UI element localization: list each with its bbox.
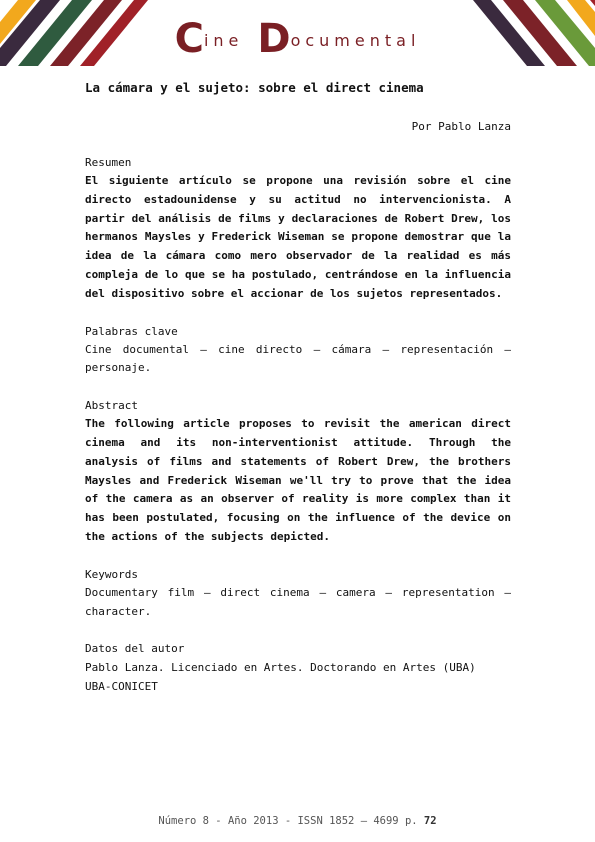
title-word-ocumental: ocumental xyxy=(290,31,421,50)
article-content xyxy=(85,79,511,696)
author-institution: UBA-CONICET xyxy=(85,680,158,694)
journal-title xyxy=(0,16,595,62)
palabras-clave-text: Cine documental – cine directo – cámara – representación – personaje. xyxy=(85,342,511,375)
article-author: Por Pablo Lanza xyxy=(411,120,511,133)
footer-issue-info: Número 8 - Año 2013 - ISSN 1852 – 4699 p. xyxy=(158,815,418,827)
keywords-text: Documentary film – direct cinema – camera – representation – character. xyxy=(85,585,511,618)
abstract-label: Abstract xyxy=(85,399,138,413)
title-initial-d: D xyxy=(257,16,291,62)
title-word-ine: ine xyxy=(203,31,244,50)
resumen-label: Resumen xyxy=(85,156,132,169)
datos-autor-label: Datos del autor xyxy=(85,642,185,656)
page-footer xyxy=(0,815,595,827)
page-number: 72 xyxy=(423,815,437,827)
keywords-label: Keywords xyxy=(85,567,138,581)
journal-header xyxy=(0,0,595,70)
resumen-text: El siguiente artículo se propone una revisión sobre el cine directo estadounidense y su actitud no intervencionista. A partir del análisis de films y declaraciones de Robert Drew, los hermanos Maysles y Frederick Wiseman se propone demostrar que la idea de la cámara como mero observador de la realidad es más compleja de lo que se ha postulado, centrándose en la influencia del dispositivo sobre el accionar de los sujetos representados. xyxy=(85,174,511,300)
author-affiliation: Pablo Lanza. Licenciado en Artes. Doctorando en Artes (UBA) xyxy=(85,661,476,675)
article-title: La cámara y el sujeto: sobre el direct cinema xyxy=(85,80,424,95)
title-initial-c: C xyxy=(174,16,204,62)
abstract-text: The following article proposes to revisit the american direct cinema and its non-interventionist attitude. Through the analysis of films and statements of Robert Drew, the brothers Maysles and Frederick Wiseman we'll try to prove that the idea of the camera as an observer of reality is more complex than it has been postulated, focusing on the influence of the device on the actions of the subjects depicted. xyxy=(85,417,511,543)
palabras-clave-label: Palabras clave xyxy=(85,324,178,338)
